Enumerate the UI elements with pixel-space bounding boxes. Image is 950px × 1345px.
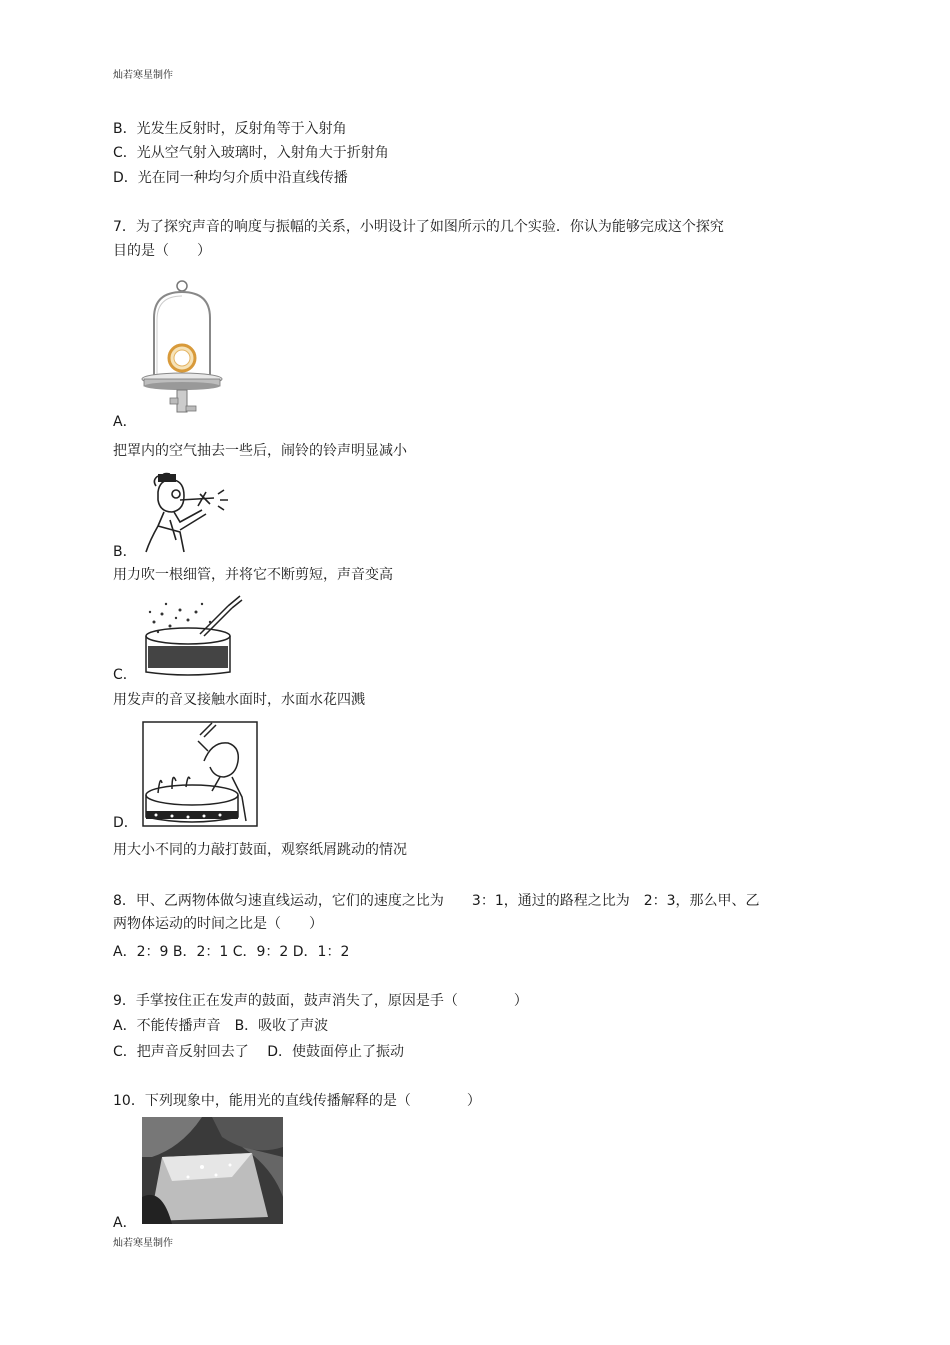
q8-options: A．2：9 B．2：1 C．9：2 D．1：2 — [113, 944, 350, 960]
q9-options-line2: C．把声音反射回去了 D．使鼓面停止了振动 — [113, 1044, 405, 1060]
bell-jar-alarm-clock-icon — [140, 278, 230, 424]
q9-stem: 9．手掌按住正在发声的鼓面，鼓声消失了，原因是手（ ） — [113, 993, 528, 1009]
q7-stem-line1: 7．为了探究声音的响度与振幅的关系，小明设计了如图所示的几个实验．你认为能够完成这个探究 — [113, 219, 724, 235]
q9-options-line1: A．不能传播声音 B．吸收了声波 — [113, 1018, 329, 1034]
q6-option-b: B．光发生反射时，反射角等于入射角 — [113, 121, 347, 137]
q8-stem-line2: 两物体运动的时间之比是（ ） — [113, 916, 323, 932]
q7-stem-line2: 目的是（ ） — [113, 243, 211, 259]
q7-option-a-caption: 把罩内的空气抽去一些后，闹铃的铃声明显减小 — [113, 443, 407, 459]
q10-option-a-letter: A． — [113, 1215, 137, 1231]
shadow-under-leaves-photo-icon — [142, 1117, 283, 1224]
drum-paper-scraps-icon — [142, 721, 258, 827]
tuning-fork-water-icon — [140, 592, 246, 678]
q7-option-d-letter: D． — [113, 815, 138, 831]
q7-option-c-caption: 用发声的音叉接触水面时，水面水花四溅 — [113, 692, 365, 708]
footer-watermark: 灿若寒星制作 — [113, 1238, 173, 1249]
q8-stem-line1: 8．甲、乙两物体做匀速直线运动，它们的速度之比为 3：1，通过的路程之比为 2：3，那么甲、乙 — [113, 893, 760, 909]
q7-option-c-letter: C． — [113, 667, 137, 683]
q6-option-c: C．光从空气射入玻璃时，入射角大于折射角 — [113, 145, 389, 161]
q7-option-b-letter: B． — [113, 544, 137, 560]
man-blowing-tube-icon — [140, 470, 236, 554]
header-watermark: 灿若寒星制作 — [113, 70, 173, 81]
q7-option-d-caption: 用大小不同的力敲打鼓面，观察纸屑跳动的情况 — [113, 842, 407, 858]
q7-option-a-letter: A． — [113, 414, 137, 430]
q6-option-d: D．光在同一种均匀介质中沿直线传播 — [113, 170, 348, 186]
q10-stem: 10．下列现象中，能用光的直线传播解释的是（ ） — [113, 1093, 481, 1109]
q7-option-b-caption: 用力吹一根细管，并将它不断剪短，声音变高 — [113, 567, 393, 583]
